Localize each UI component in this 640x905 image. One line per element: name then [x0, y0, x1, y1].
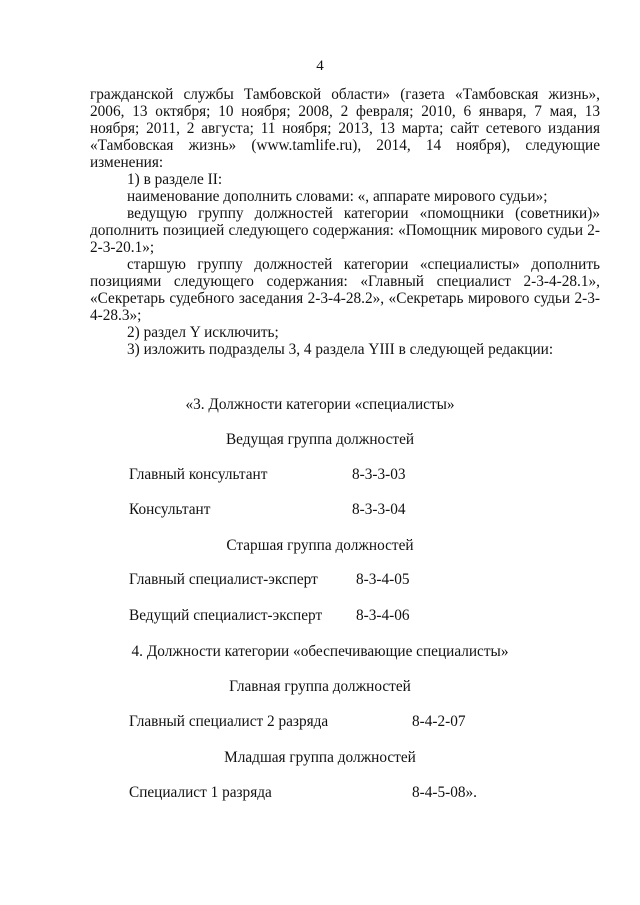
position-code: 8-4-5-08». [412, 784, 477, 801]
position-name: Главный специалист 2 разряда [129, 713, 329, 730]
page-number: 4 [316, 58, 324, 74]
paragraph-item-2: 2) раздел Y исключить; [127, 324, 279, 341]
position-name: Главный специалист-эксперт [129, 571, 318, 588]
paragraph-intro: гражданской службы Тамбовской области» (газета «Тамбовская жизнь», 2006, 13 октября; 10 ноября; 2008, 2 февраля; 2010, 6 января, 7 мая, 13 ноября; 2011, 2 августа; 11 ноября; 2013, 13 марта; сайт сетевого издания «Тамбовская жизнь» (www.tamlife.ru), 2014, 14 ноября), следующие изменения: [90, 86, 600, 171]
section-4-title: 4. Должности категории «обеспечивающие специалисты» [131, 643, 509, 660]
position-name: Ведущий специалист-эксперт [129, 607, 323, 624]
position-code: 8-3-3-03 [352, 466, 406, 483]
paragraph-leading-group: ведущую группу должностей категории «помощники (советники)» дополнить позицией следующего содержания: «Помощник мирового судьи 2-2-3-20.1»; [90, 205, 600, 256]
paragraph-name-amend: наименование дополнить словами: «, аппарате мирового судьи»; [127, 188, 548, 205]
position-code: 8-3-4-05 [356, 571, 410, 588]
paragraph-item-3: 3) изложить подразделы 3, 4 раздела YIII в следующей редакции: [127, 341, 554, 358]
section-3-title: «3. Должности категории «специалисты» [185, 396, 455, 413]
group-senior-title: Старшая группа должностей [226, 537, 414, 554]
group-leading-title: Ведущая группа должностей [225, 431, 415, 448]
position-code: 8-4-2-07 [412, 713, 466, 730]
group-junior-title: Младшая группа должностей [224, 749, 416, 766]
position-code: 8-3-4-06 [356, 607, 410, 624]
position-name: Главный консультант [129, 466, 268, 483]
group-main-title: Главная группа должностей [229, 678, 411, 695]
amendment-body [90, 86, 600, 358]
position-code: 8-3-3-04 [352, 501, 406, 518]
position-name: Специалист 1 разряда [129, 784, 272, 801]
position-name: Консультант [129, 501, 211, 518]
paragraph-senior-group: старшую группу должностей категории «специалисты» дополнить позициями следующего содержания: «Главный специалист 2-3-4-28.1», «Секретарь судебного заседания 2-3-4-28.2», «Секретарь мирового судьи 2-3-4-28.3»; [90, 256, 600, 324]
paragraph-item-1: 1) в разделе II: [127, 171, 223, 188]
